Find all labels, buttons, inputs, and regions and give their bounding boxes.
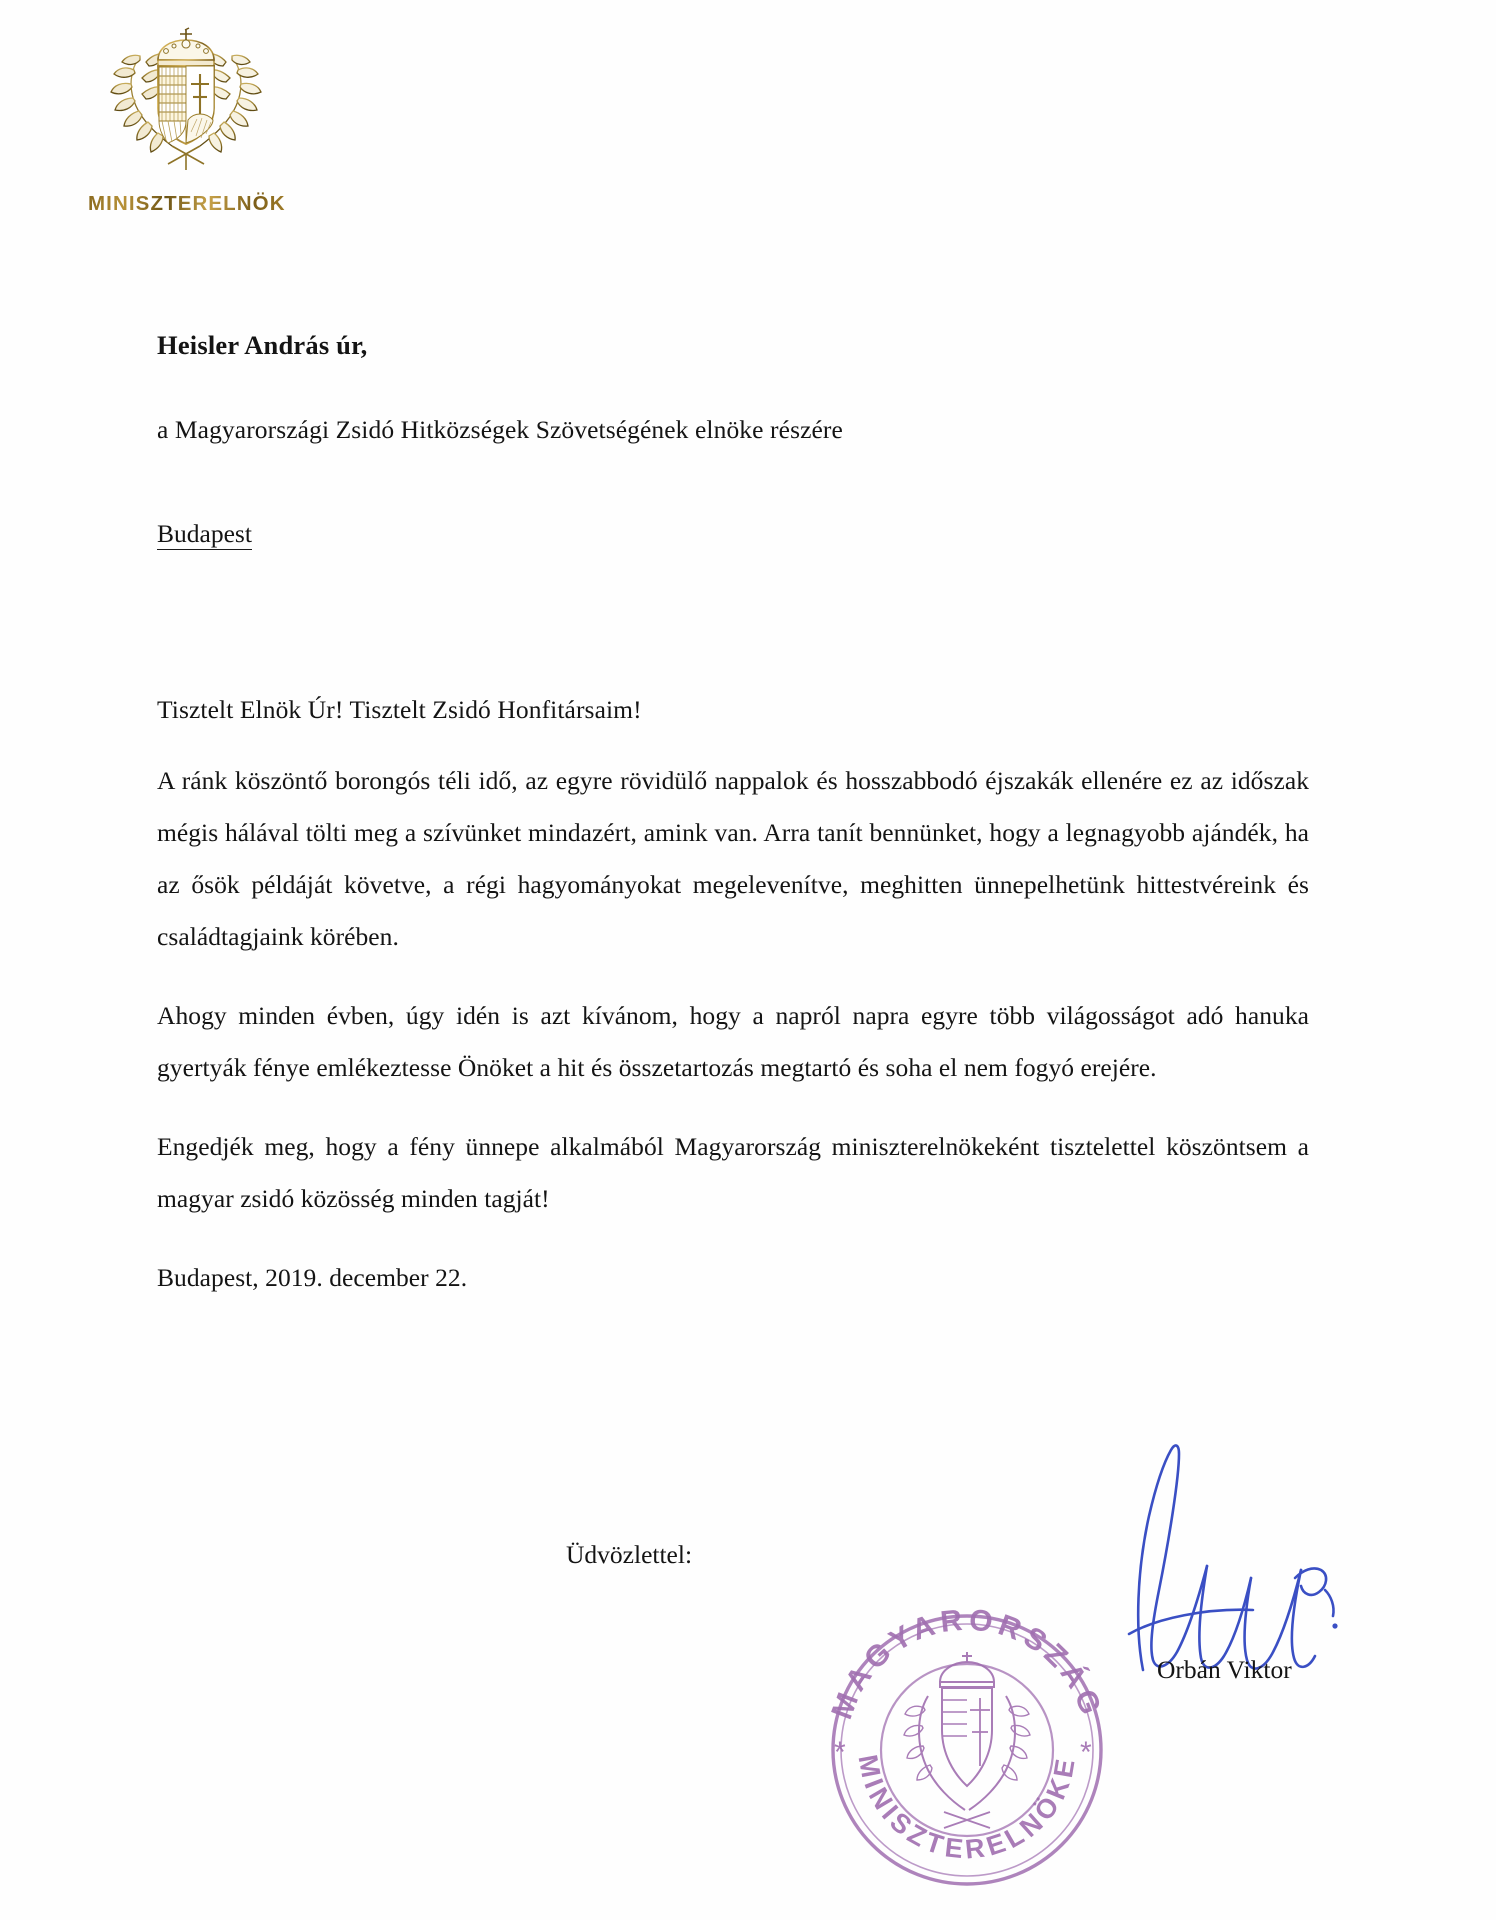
paragraph-list <box>157 755 1309 1304</box>
addressee-role: a Magyarországi Zsidó Hitközségek Szövetségének elnöke részére <box>157 415 843 444</box>
signer-name: Orbán Viktor <box>1157 1655 1292 1684</box>
addressee-name: Heisler András úr, <box>157 330 368 360</box>
handwritten-signature-icon <box>1097 1420 1357 1690</box>
dateline: Budapest, 2019. december 22. <box>157 1263 468 1292</box>
ministry-title: MINISZTERELNÖK <box>88 192 390 216</box>
closing-salutation: Üdvözlettel: <box>566 1540 693 1569</box>
paragraph: Engedjék meg, hogy a fény ünnepe alkalmából Magyarország miniszterelnökeként tisztelettel köszöntsem a magyar zsidó közösség minden tagját! <box>157 1132 1309 1213</box>
addressee-city: Budapest <box>157 519 252 550</box>
stamp-top-text: MAGYARORSZÁG <box>825 1603 1109 1724</box>
signature-block <box>157 1480 1357 1900</box>
official-round-stamp-icon <box>812 1590 1122 1900</box>
hungary-coat-of-arms-icon <box>96 22 276 182</box>
letter-body <box>157 330 1309 1292</box>
letterhead <box>90 22 390 216</box>
stamp-bottom-text: MINISZTERELNÖKE <box>852 1752 1082 1865</box>
stamp-right-star: * <box>1080 1736 1092 1769</box>
stamp-crest-icon <box>904 1652 1030 1828</box>
stamp-left-star: * <box>834 1736 846 1769</box>
paragraph: Ahogy minden évben, úgy idén is azt kívánom, hogy a napról napra egyre több világosságot adó hanuka gyertyák fénye emlékeztesse Önöket a hit és összetartozás megtartó és soha el nem fogyó erejére. <box>157 1001 1309 1082</box>
salutation: Tisztelt Elnök Úr! Tisztelt Zsidó Honfitársaim! <box>157 695 642 724</box>
paragraph: A ránk köszöntő borongós téli idő, az egyre rövidülő nappalok és hosszabbodó éjszakák ellenére ez az időszak mégis hálával tölti meg a szívünket mindazért, amink van. Arra tanít bennünket, hogy a legnagyobb ajándék, ha az ősök példáját követve, a régi hagyományokat megelevenítve, meghitten ünnepelhetünk hittestvéreink és családtagjaink körében. <box>157 766 1309 951</box>
